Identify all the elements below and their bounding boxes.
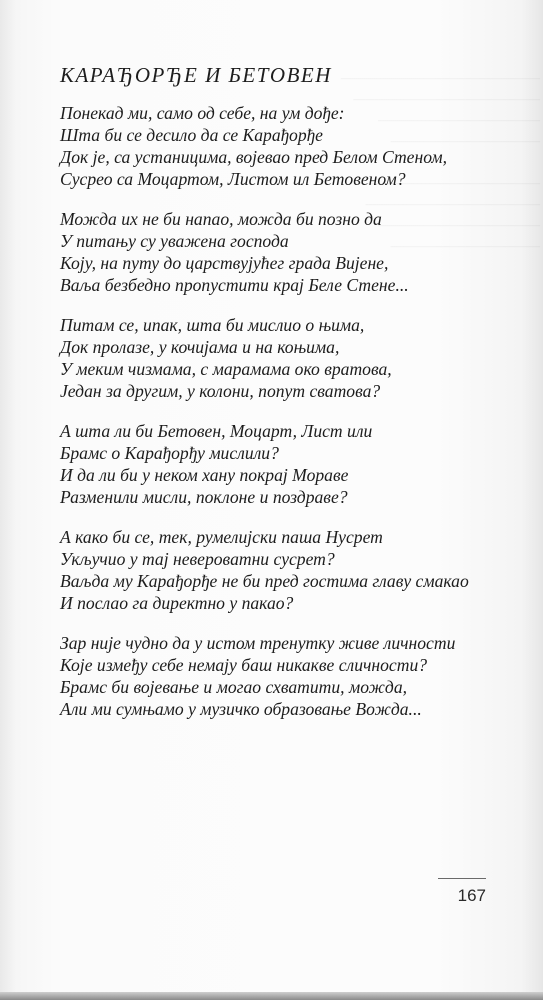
poem-line: Зар није чудно да у истом тренутку живе личности — [60, 633, 456, 653]
stanza — [60, 208, 530, 296]
poem-line: Питам се, ипак, шта би мислио о њима, — [60, 315, 365, 335]
poem-line: Док пролазе, у кочијама и на коњима, — [60, 337, 340, 357]
poem-line: Ваља безбедно пропустити крај Беле Стене... — [60, 275, 409, 295]
poem-line: А како би се, тек, румелијски паша Нусрет — [60, 527, 383, 547]
footer-rule — [438, 878, 486, 879]
poem-line: У меким чизмама, с марамама око вратова, — [60, 359, 392, 379]
stanza — [60, 526, 530, 614]
poem-title: КАРАЂОРЂЕ И БЕТОВЕН — [60, 63, 332, 87]
poem-line: Које између себе немају баш никакве сличности? — [60, 655, 428, 675]
show-through-texture: ———————————————— ——————————————— ————————————— ———————————— ——————————————— —————————————— ————————————— ———————————— — [340, 71, 540, 254]
poem-line: Брамс би војевање и могао схватити, можда, — [60, 677, 408, 697]
poem-line: А шта ли би Бетовен, Моцарт, Лист или — [60, 421, 373, 441]
stanza — [60, 102, 530, 190]
poem — [60, 62, 530, 738]
poem-body — [60, 102, 530, 720]
poem-line: Док је, са устаницима, војевао пред Белом Стеном, — [60, 147, 447, 167]
poem-line: И послао га директно у пакао? — [60, 593, 294, 613]
poem-line: У питању су уважена господа — [60, 231, 289, 251]
poem-line: Брамс о Карађорђу мислили? — [60, 443, 279, 463]
stanza — [60, 420, 530, 508]
poem-line: И да ли би у неком хану покрај Мораве — [60, 465, 349, 485]
poem-line: Али ми сумњамо у музичко образовање Вожда... — [60, 699, 422, 719]
poem-line: Понекад ми, само од себе, на ум дође: — [60, 103, 345, 123]
stanza — [60, 632, 530, 720]
poem-line: Један за другим, у колони, попут сватова? — [60, 381, 381, 401]
poem-line: Шта би се десило да се Карађорђе — [60, 125, 323, 145]
poem-line: Ваљда му Карађорђе не би пред гостима главу смакао — [60, 571, 469, 591]
poem-line: Можда их не би напао, можда би позно да — [60, 209, 382, 229]
page-bottom-edge — [0, 992, 543, 1000]
poem-line: Коју, на путу до царствујућег града Вијене, — [60, 253, 389, 273]
poem-line: Укључио у тај невероватни сусрет? — [60, 549, 335, 569]
poem-line: Разменили мисли, поклоне и поздраве? — [60, 487, 348, 507]
poem-line: Сусрео са Моцартом, Листом ил Бетовеном? — [60, 169, 406, 189]
page-number: 167 — [457, 886, 486, 905]
stanza — [60, 314, 530, 402]
